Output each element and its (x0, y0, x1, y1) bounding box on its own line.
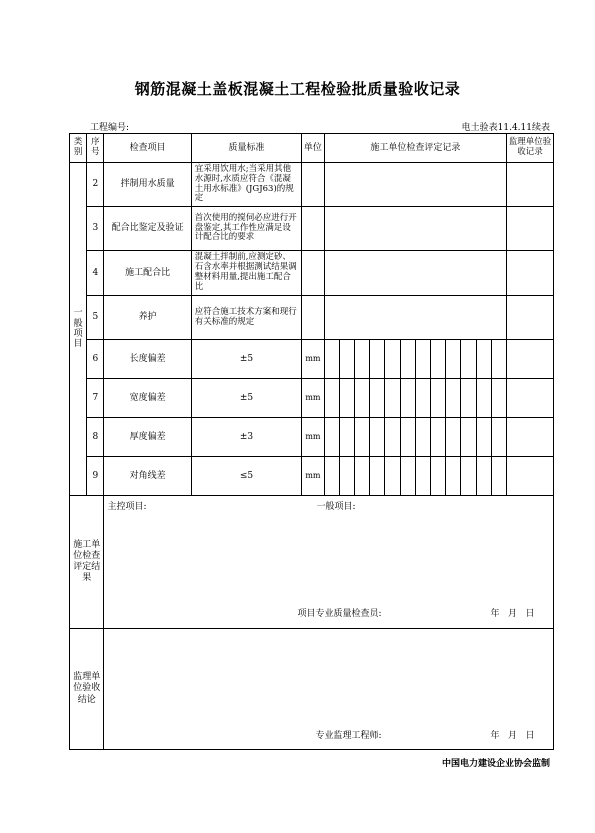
measure-cell[interactable] (355, 340, 370, 379)
table-row (70, 457, 554, 496)
row-number: 9 (87, 457, 104, 496)
measure-cell[interactable] (400, 379, 415, 418)
measure-cell[interactable] (461, 379, 476, 418)
measure-cell[interactable] (415, 340, 430, 379)
row-number: 2 (87, 163, 104, 207)
main-items-label: 主控项目: (107, 502, 147, 512)
construction-result-area[interactable] (104, 496, 554, 629)
row-number: 4 (87, 251, 104, 296)
row-unit (302, 251, 324, 296)
measure-cell[interactable] (431, 457, 446, 496)
supervision-result-row (70, 629, 554, 750)
header-supervision-record: 监理单位验收记录 (507, 134, 554, 163)
header-category: 类别 (70, 134, 87, 163)
measure-cell[interactable] (415, 418, 430, 457)
row-number: 6 (87, 340, 104, 379)
category-general-label: 一般项目 (73, 308, 83, 350)
measure-cell[interactable] (385, 418, 400, 457)
measure-cell[interactable] (476, 418, 491, 457)
table-row (70, 418, 554, 457)
supervision-result-label-cell (70, 629, 104, 750)
measure-cell[interactable] (476, 379, 491, 418)
measure-cell[interactable] (446, 379, 461, 418)
supervision-result-area[interactable] (104, 629, 554, 750)
supervision-cell[interactable] (507, 207, 554, 251)
measure-cell[interactable] (355, 457, 370, 496)
measure-cell[interactable] (339, 379, 354, 418)
row-unit: mm (302, 340, 324, 379)
row-number: 3 (87, 207, 104, 251)
row-number: 7 (87, 379, 104, 418)
table-row (70, 207, 554, 251)
measure-cell[interactable] (446, 457, 461, 496)
row-standard: ±3 (191, 418, 302, 457)
quality-inspector-label: 项目专业质量检查员: (297, 609, 382, 619)
supervision-cell[interactable] (507, 457, 554, 496)
measure-cell[interactable] (491, 418, 506, 457)
measure-cell[interactable] (491, 457, 506, 496)
row-unit (302, 296, 324, 340)
supervision-cell[interactable] (507, 379, 554, 418)
measure-cell[interactable] (431, 418, 446, 457)
record-cell[interactable] (324, 251, 507, 296)
measure-cell[interactable] (431, 379, 446, 418)
row-item: 配合比鉴定及验证 (104, 207, 191, 251)
measure-cell[interactable] (461, 418, 476, 457)
row-item: 施工配合比 (104, 251, 191, 296)
row-item: 宽度偏差 (104, 379, 191, 418)
measure-cell[interactable] (385, 457, 400, 496)
measure-cell[interactable] (339, 457, 354, 496)
measure-cell[interactable] (400, 457, 415, 496)
supervision-cell[interactable] (507, 251, 554, 296)
measure-cell[interactable] (339, 418, 354, 457)
supervision-result-label: 监理单位验收结论 (73, 672, 101, 705)
measure-cell[interactable] (415, 457, 430, 496)
measure-cell[interactable] (355, 418, 370, 457)
row-item: 长度偏差 (104, 340, 191, 379)
record-cell[interactable] (324, 296, 507, 340)
construction-date: 年 月 日 (490, 609, 535, 619)
supervision-engineer-label: 专业监理工程师: (315, 731, 382, 741)
row-item: 拌制用水质量 (104, 163, 191, 207)
measure-cell[interactable] (370, 457, 385, 496)
measure-cell[interactable] (491, 379, 506, 418)
measure-cell[interactable] (370, 340, 385, 379)
row-standard: 混凝土拌制前,应测定砂、石含水率并根据测试结果调整材料用量,提出施工配合比 (191, 251, 302, 296)
row-unit (302, 207, 324, 251)
form-code: 电土验表11.4.11续表 (461, 123, 550, 133)
row-unit: mm (302, 379, 324, 418)
row-standard: ±5 (191, 379, 302, 418)
measure-cell[interactable] (385, 340, 400, 379)
measure-cell[interactable] (385, 379, 400, 418)
measure-cell[interactable] (324, 457, 339, 496)
row-standard: 宜采用饮用水;当采用其他水源时,水质应符合《混凝土用水标准》(JGJ63)的规定 (191, 163, 302, 207)
row-standard: 应符合施工技术方案和现行有关标准的规定 (191, 296, 302, 340)
table-row (70, 379, 554, 418)
row-standard: 首次使用的搅伺必应进行开盘鉴定,其工作性应满足设计配合比的要求 (191, 207, 302, 251)
measure-cell[interactable] (461, 340, 476, 379)
measure-cell[interactable] (446, 418, 461, 457)
table-row (70, 340, 554, 379)
row-standard: ≤5 (191, 457, 302, 496)
measure-cell[interactable] (370, 379, 385, 418)
row-number: 5 (87, 296, 104, 340)
measure-cell[interactable] (355, 379, 370, 418)
supervision-cell[interactable] (507, 340, 554, 379)
construction-result-label: 施工单位检查评定结果 (73, 539, 101, 584)
row-item: 养护 (104, 296, 191, 340)
header-construction-record: 施工单位检查评定记录 (324, 134, 507, 163)
record-cell[interactable] (324, 163, 507, 207)
row-item: 对角线差 (104, 457, 191, 496)
row-number: 8 (87, 418, 104, 457)
project-number-label: 工程编号: (90, 123, 130, 133)
measure-cell[interactable] (400, 418, 415, 457)
row-unit (302, 163, 324, 207)
header-seq: 序号 (87, 134, 104, 163)
construction-result-row (70, 496, 554, 629)
measure-cell[interactable] (400, 340, 415, 379)
table-row (70, 251, 554, 296)
measure-cell[interactable] (461, 457, 476, 496)
measure-cell[interactable] (476, 457, 491, 496)
measure-cell[interactable] (324, 340, 339, 379)
measure-cell[interactable] (324, 379, 339, 418)
general-items-label: 一般项目: (316, 502, 356, 512)
row-item: 厚度偏差 (104, 418, 191, 457)
construction-result-label-cell (70, 496, 104, 629)
measure-cell[interactable] (431, 340, 446, 379)
measure-cell[interactable] (476, 340, 491, 379)
header-item: 检查项目 (104, 134, 191, 163)
row-unit: mm (302, 457, 324, 496)
table-row (70, 296, 554, 340)
measure-cell[interactable] (415, 379, 430, 418)
page-title: 钢筋混凝土盖板混凝土工程检验批质量验收记录 (134, 80, 461, 98)
footer-supervised-by: 中国电力建设企业协会监制 (441, 759, 550, 769)
table-row (70, 163, 554, 207)
measure-cell[interactable] (446, 340, 461, 379)
measure-cell[interactable] (339, 340, 354, 379)
supervision-cell[interactable] (507, 163, 554, 207)
category-general (70, 163, 87, 496)
record-cell[interactable] (324, 207, 507, 251)
inspection-record-table (69, 133, 554, 750)
header-standard: 质量标准 (191, 134, 302, 163)
measure-cell[interactable] (491, 340, 506, 379)
row-standard: ±5 (191, 340, 302, 379)
supervision-date: 年 月 日 (490, 731, 535, 741)
supervision-cell[interactable] (507, 296, 554, 340)
header-unit: 单位 (302, 134, 324, 163)
row-unit: mm (302, 418, 324, 457)
measure-cell[interactable] (370, 418, 385, 457)
supervision-cell[interactable] (507, 418, 554, 457)
measure-cell[interactable] (324, 418, 339, 457)
